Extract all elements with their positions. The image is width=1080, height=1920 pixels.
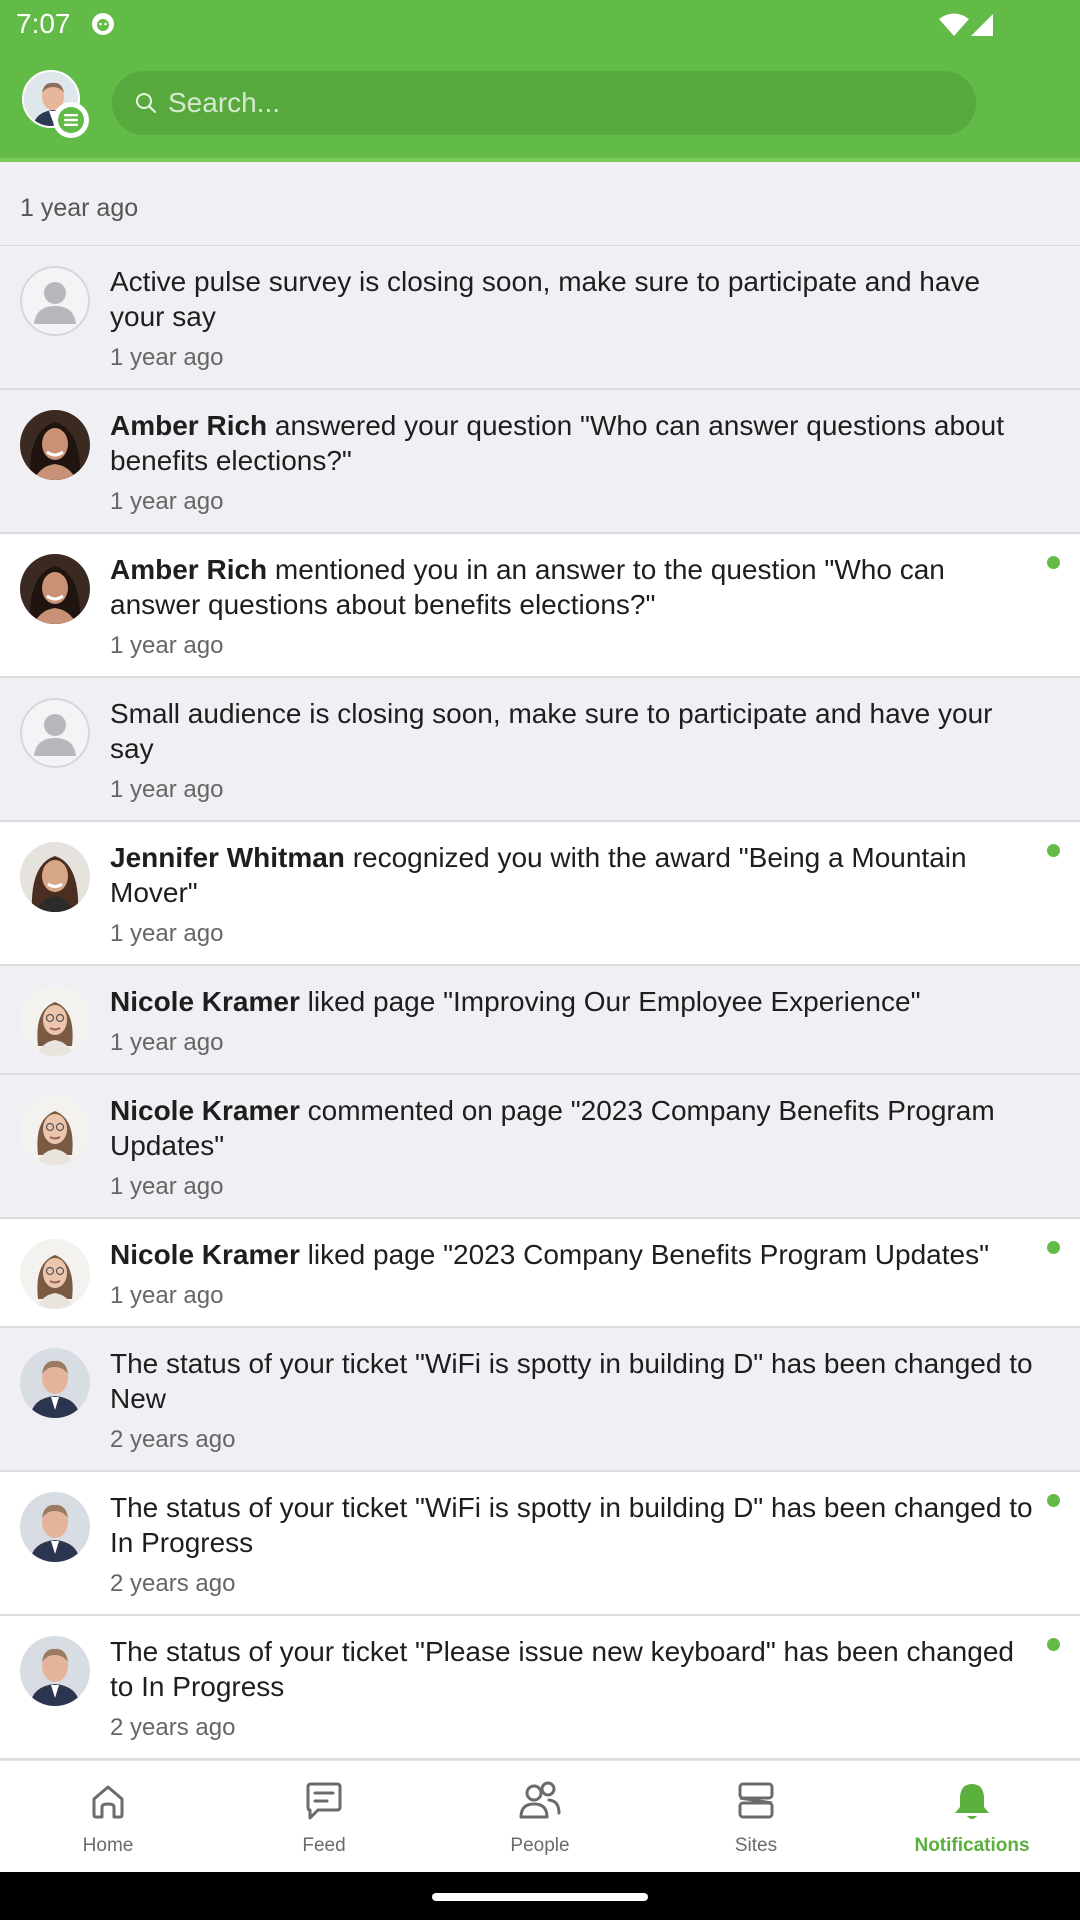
notification-message: liked page "2023 Company Benefits Program Updates" bbox=[299, 1239, 990, 1270]
notification-time: 1 year ago bbox=[110, 1029, 224, 1056]
home-gesture-bar[interactable] bbox=[432, 1893, 648, 1901]
notification-message: The status of your ticket "Please issue new keyboard" has been changed to In Progress bbox=[110, 1636, 1014, 1702]
notification-text bbox=[110, 1490, 1040, 1560]
nav-people[interactable] bbox=[432, 1761, 648, 1873]
unread-indicator bbox=[1047, 1241, 1060, 1254]
notification-body bbox=[110, 1237, 1040, 1310]
notification-body bbox=[110, 552, 1040, 660]
notification-message: commented on page "2023 Company Benefits Program Updates" bbox=[110, 1095, 995, 1161]
notification-message: liked page "Improving Our Employee Experience" bbox=[299, 986, 921, 1017]
notification-item[interactable] bbox=[0, 1219, 1080, 1328]
avatar bbox=[20, 554, 90, 624]
status-bar bbox=[0, 0, 1080, 50]
signal-icon bbox=[970, 12, 994, 38]
notification-item[interactable] bbox=[0, 1616, 1080, 1760]
notification-time: 2 years ago bbox=[110, 1426, 236, 1453]
notification-time: 1 year ago bbox=[110, 632, 224, 659]
bell-icon bbox=[950, 1779, 994, 1823]
search-icon bbox=[134, 91, 158, 115]
notification-message: Small audience is closing soon, make sure to participate and have your say bbox=[110, 698, 993, 764]
notification-time: 1 year ago bbox=[110, 488, 224, 515]
default-avatar-icon bbox=[20, 698, 90, 768]
notification-body bbox=[110, 1490, 1040, 1598]
avatar bbox=[20, 1492, 90, 1562]
notification-item[interactable] bbox=[0, 1472, 1080, 1616]
notification-body bbox=[110, 408, 1040, 516]
notification-text bbox=[110, 1346, 1040, 1416]
nav-label: Home bbox=[82, 1835, 134, 1856]
notification-time: 2 years ago bbox=[110, 1570, 236, 1597]
unread-indicator bbox=[1047, 556, 1060, 569]
default-avatar-icon bbox=[20, 266, 90, 336]
unread-indicator bbox=[1047, 1494, 1060, 1507]
search-input[interactable] bbox=[168, 71, 948, 135]
unread-indicator bbox=[1047, 1638, 1060, 1651]
notification-text bbox=[110, 408, 1040, 478]
notification-body bbox=[110, 984, 1040, 1057]
notification-text bbox=[110, 840, 1040, 910]
notification-message: recognized you with the award "Being a Mountain Mover" bbox=[110, 842, 967, 908]
notification-time: 1 year ago bbox=[110, 920, 224, 947]
notification-time: 1 year ago bbox=[110, 776, 224, 803]
notification-item[interactable] bbox=[0, 390, 1080, 534]
notification-message: The status of your ticket "WiFi is spotty in building D" has been changed to In Progress bbox=[110, 1492, 1033, 1558]
notification-message: mentioned you in an answer to the question "Who can answer questions about benefits elections?" bbox=[110, 554, 945, 620]
notification-item[interactable] bbox=[0, 678, 1080, 822]
notification-actor: Amber Rich bbox=[110, 410, 268, 441]
notification-body bbox=[110, 1093, 1040, 1201]
notification-body bbox=[110, 264, 1040, 372]
notification-item[interactable] bbox=[0, 1328, 1080, 1472]
notification-message: The status of your ticket "WiFi is spotty in building D" has been changed to New bbox=[110, 1348, 1033, 1414]
nav-label: Feed bbox=[302, 1835, 346, 1856]
notification-actor: Nicole Kramer bbox=[110, 1239, 300, 1270]
section-header bbox=[0, 166, 1080, 246]
avatar bbox=[20, 1348, 90, 1418]
avatar bbox=[20, 1636, 90, 1706]
avatar bbox=[20, 410, 90, 480]
app-header bbox=[0, 0, 1080, 162]
unread-indicator bbox=[1047, 844, 1060, 857]
notification-actor: Nicole Kramer bbox=[110, 1095, 300, 1126]
bottom-navigation bbox=[0, 1760, 1080, 1872]
avatar bbox=[20, 842, 90, 912]
search-bar[interactable] bbox=[112, 71, 976, 135]
notification-text bbox=[110, 552, 1040, 622]
nav-notifications[interactable] bbox=[864, 1761, 1080, 1873]
menu-badge[interactable] bbox=[53, 102, 89, 138]
notification-time: 1 year ago bbox=[110, 1173, 224, 1200]
notification-body bbox=[110, 696, 1040, 804]
avatar bbox=[20, 1095, 90, 1165]
notification-text bbox=[110, 1237, 1040, 1272]
avatar bbox=[20, 986, 90, 1056]
notification-message: answered your question "Who can answer questions about benefits elections?" bbox=[110, 410, 1004, 476]
notification-body bbox=[110, 840, 1040, 948]
avatar bbox=[20, 1239, 90, 1309]
notification-time: 2 years ago bbox=[110, 1714, 236, 1741]
nav-feed[interactable] bbox=[216, 1761, 432, 1873]
notification-text bbox=[110, 264, 1040, 334]
notification-list[interactable] bbox=[0, 246, 1080, 1760]
section-label: 1 year ago bbox=[20, 194, 139, 222]
notification-text bbox=[110, 984, 1040, 1019]
home-icon bbox=[86, 1779, 130, 1823]
notification-text bbox=[110, 1093, 1040, 1163]
system-navigation-bar bbox=[0, 1872, 1080, 1920]
notification-item[interactable] bbox=[0, 822, 1080, 966]
nav-label: Sites bbox=[734, 1835, 778, 1856]
nav-sites[interactable] bbox=[648, 1761, 864, 1873]
notification-item[interactable] bbox=[0, 966, 1080, 1075]
notification-text bbox=[110, 696, 1040, 766]
notification-item[interactable] bbox=[0, 534, 1080, 678]
notification-text bbox=[110, 1634, 1040, 1704]
notification-item[interactable] bbox=[0, 246, 1080, 390]
notification-actor: Jennifer Whitman bbox=[110, 842, 345, 873]
notification-time: 1 year ago bbox=[110, 344, 224, 371]
notification-message: Active pulse survey is closing soon, make sure to participate and have your say bbox=[110, 266, 981, 332]
nav-home[interactable] bbox=[0, 1761, 216, 1873]
notification-actor: Amber Rich bbox=[110, 554, 268, 585]
sites-icon bbox=[734, 1779, 778, 1823]
notification-item[interactable] bbox=[0, 1075, 1080, 1219]
people-icon bbox=[518, 1779, 562, 1823]
nav-label: Notifications bbox=[914, 1835, 1030, 1856]
nav-label: People bbox=[510, 1835, 570, 1856]
notification-time: 1 year ago bbox=[110, 1282, 224, 1309]
status-time: 7:07 bbox=[16, 8, 71, 39]
feed-icon bbox=[302, 1779, 346, 1823]
wifi-icon bbox=[938, 12, 970, 38]
app-notification-icon bbox=[90, 11, 116, 37]
notification-actor: Nicole Kramer bbox=[110, 986, 300, 1017]
hamburger-icon bbox=[63, 113, 79, 127]
notification-body bbox=[110, 1634, 1040, 1742]
notification-body bbox=[110, 1346, 1040, 1454]
